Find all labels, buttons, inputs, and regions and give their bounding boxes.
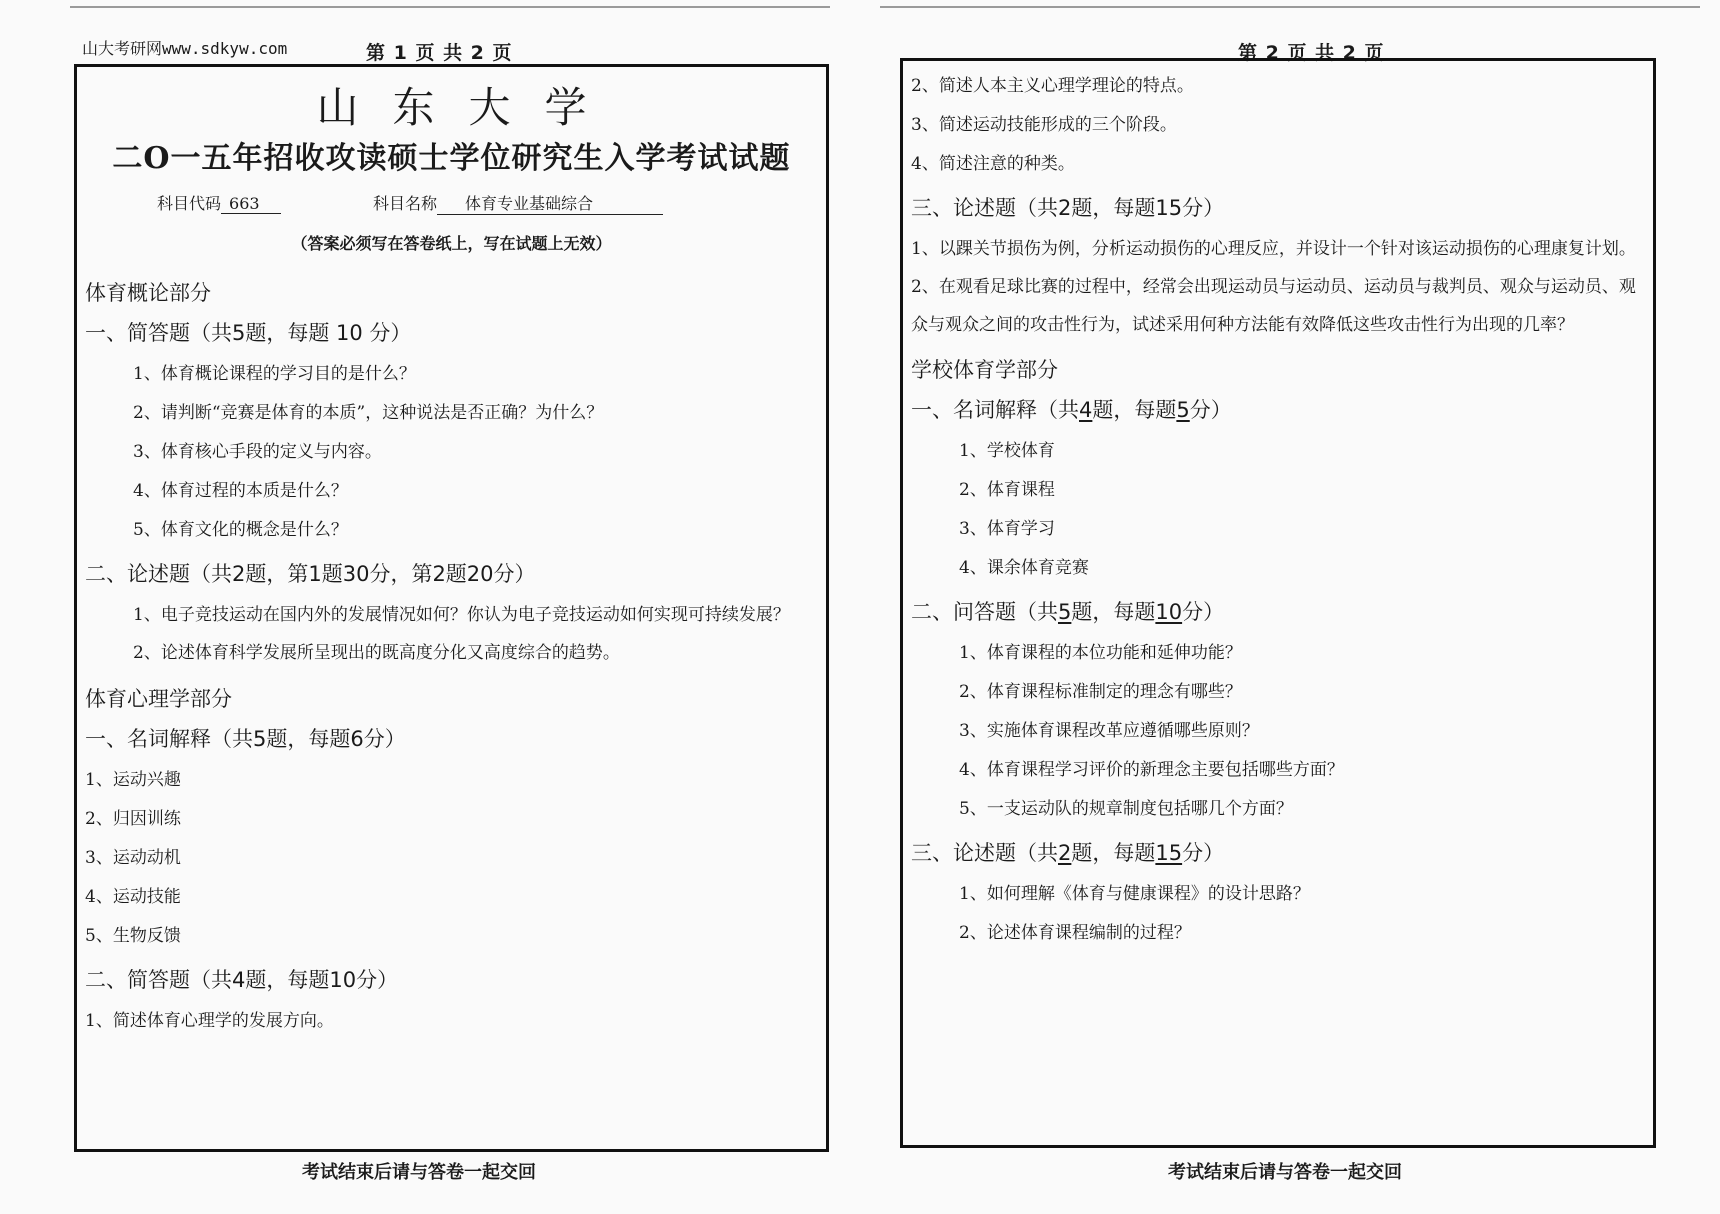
question-item: 4、简述注意的种类。 [911,154,1075,174]
section-title-suffix: 分） [1182,841,1225,865]
question-item: 4、课余体育竞赛 [959,558,1089,578]
section-title-prefix: 三、论述题（共 [911,841,1058,865]
question-item: 2、体育课程标准制定的理念有哪些？ [959,682,1242,702]
part-title: 学校体育学部分 [911,358,1058,382]
section-title-mid: 题，每题 [1071,841,1156,865]
return-notice: 考试结束后请与答卷一起交回 [1168,1162,1402,1183]
exam-page-2 [860,0,1720,1214]
subject-code-label: 科目代码 [157,194,222,213]
question-item: 2、论述体育科学发展所呈现出的既高度分化又高度综合的趋势。 [133,643,620,663]
section-title-prefix: 一、名词解释（共 [911,398,1079,422]
section-title: 二、论述题（共2题，第1题30分，第2题20分） [85,562,536,586]
subject-code [157,191,281,214]
section-title: 二、简答题（共4题，每题10分） [85,968,399,992]
section-title: 一、简答题（共5题，每题 10 分） [85,321,412,345]
question-item: 5、生物反馈 [85,926,181,946]
question-score: 5 [1176,398,1190,422]
part-title: 体育概论部分 [85,281,211,305]
question-item: 2、论述体育课程编制的过程？ [959,923,1191,943]
question-item: 1、学校体育 [959,441,1055,461]
exam-frame [900,58,1656,1148]
question-count: 5 [1058,600,1072,624]
question-item: 2、体育课程 [959,480,1055,500]
answer-notice: （答案必须写在答卷纸上，写在试题上无效） [291,234,612,253]
question-item: 3、简述运动技能形成的三个阶段。 [911,115,1177,135]
school-name: 山东大学 [316,83,621,132]
question-item: 2、归因训练 [85,809,181,829]
part-title: 体育心理学部分 [85,687,232,711]
question-item: 3、实施体育课程改革应遵循哪些原则？ [959,721,1259,741]
question-item: 2、请判断“竞赛是体育的本质”，这种说法是否正确？为什么？ [133,403,604,423]
question-item: 1、运动兴趣 [85,770,181,790]
question-item: 4、运动技能 [85,887,181,907]
question-item: 3、体育核心手段的定义与内容。 [133,442,382,462]
scan-edge-line [70,6,830,8]
subject-name-label: 科目名称 [373,194,438,213]
question-count: 4 [1079,398,1093,422]
question-score: 15 [1155,841,1183,865]
subject-code-value: 663 [221,194,281,214]
website-label: 山大考研网www.sdkyw.com [82,39,288,58]
question-item: 2、简述人本主义心理学理论的特点。 [911,76,1194,96]
page-number: 第 2 页 共 2 页 [1238,42,1385,64]
question-count: 2 [1058,841,1072,865]
question-item: 5、一支运动队的规章制度包括哪几个方面？ [959,799,1293,819]
question-item: 1、体育课程的本位功能和延伸功能？ [959,643,1242,663]
question-item: 3、体育学习 [959,519,1055,539]
question-score: 10 [1155,600,1183,624]
scan-edge-line [880,6,1700,8]
exam-title: 二O一五年招收攻读硕士学位研究生入学考试试题 [112,141,791,176]
page-number: 第 1 页 共 2 页 [366,42,513,64]
exam-frame [74,64,829,1152]
question-item: 1、以踝关节损伤为例，分析运动损伤的心理反应，并设计一个针对该运动损伤的心理康复计划。 [911,239,1636,259]
question-item: 3、运动动机 [85,848,181,868]
section-title: 三、论述题（共2题，每题15分） [911,196,1225,220]
question-item: 1、如何理解《体育与健康课程》的设计思路？ [959,884,1310,904]
section-title-mid: 题，每题 [1071,600,1156,624]
page1-content [85,267,818,1041]
section-title-prefix: 二、问答题（共 [911,600,1058,624]
section-title [911,596,1645,628]
page2-content [911,67,1645,953]
section-title-mid: 题，每题 [1092,398,1177,422]
subject-name-value: 体育专业基础综合 [437,191,663,215]
question-item: 1、体育概论课程的学习目的是什么？ [133,364,416,384]
question-item: 4、体育过程的本质是什么？ [133,481,348,501]
section-title-suffix: 分） [1182,600,1225,624]
question-item: 1、电子竞技运动在国内外的发展情况如何？你认为电子竞技运动如何实现可持续发展？ [133,605,790,625]
return-notice: 考试结束后请与答卷一起交回 [302,1162,536,1183]
section-title-suffix: 分） [1189,398,1232,422]
question-item: 4、体育课程学习评价的新理念主要包括哪些方面？ [959,760,1344,780]
section-title [911,837,1645,869]
question-item: 2、在观看足球比赛的过程中，经常会出现运动员与运动员、运动员与裁判员、观众与运动员、观众与观众之间的攻击性行为，试述采用何种方法能有效降低这些攻击性行为出现的几率？ [911,277,1636,335]
section-title [911,394,1645,426]
question-item: 5、体育文化的概念是什么？ [133,520,348,540]
subject-name [373,191,663,215]
section-title: 一、名词解释（共5题，每题6分） [85,727,406,751]
question-item: 1、简述体育心理学的发展方向。 [85,1011,334,1031]
